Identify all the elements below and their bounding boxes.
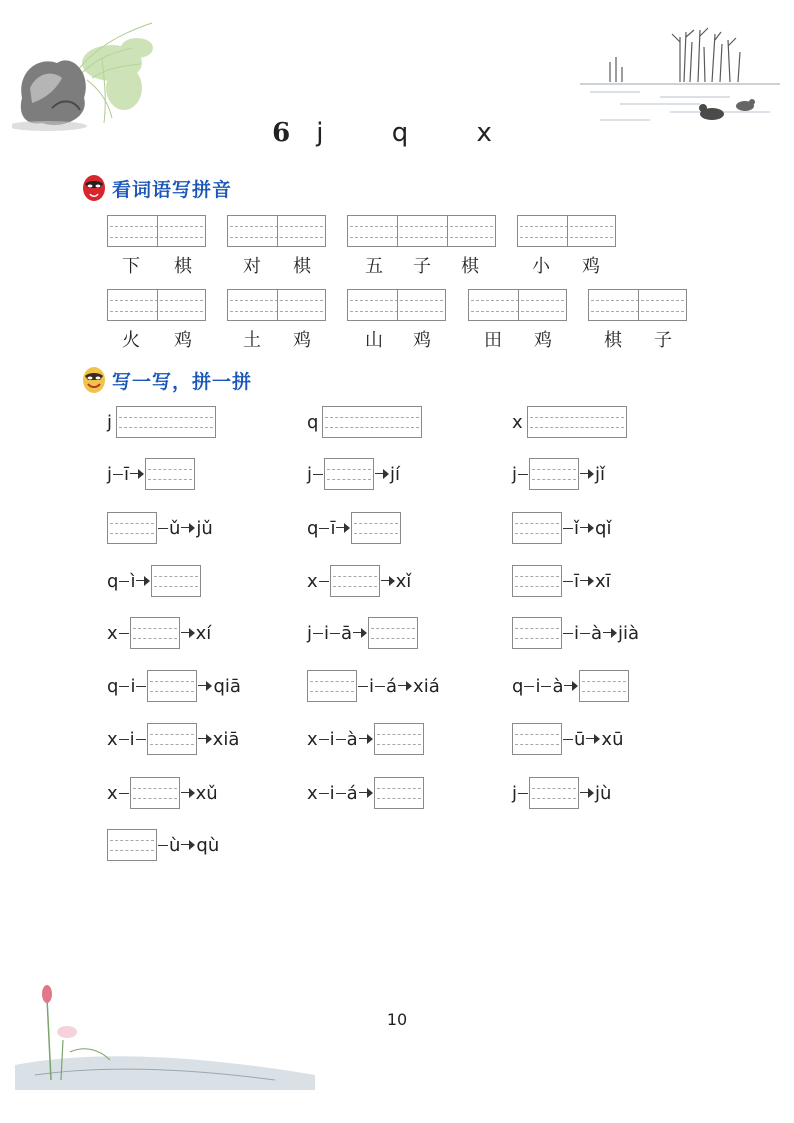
- arrow-icon: [359, 734, 373, 744]
- spelling-exercise: [307, 457, 400, 491]
- connector-dash: [136, 739, 146, 740]
- connector-dash: [313, 633, 323, 634]
- result-syllable: xǐ: [395, 570, 412, 592]
- arrow-icon: [181, 523, 195, 533]
- pinyin-part: ī: [574, 570, 580, 592]
- connector-dash: [563, 739, 573, 740]
- connector-dash: [580, 633, 590, 634]
- spelling-exercise: [512, 511, 611, 545]
- section-heading-write-and-spell: [82, 366, 252, 394]
- pinyin-part: ā: [341, 622, 353, 644]
- arrow-icon: [381, 576, 395, 586]
- letter: j: [107, 411, 113, 433]
- section-heading-look-and-write: [82, 174, 232, 202]
- pinyin-part: x: [107, 782, 118, 804]
- arrow-icon: [336, 523, 350, 533]
- arrow-icon: [181, 628, 195, 638]
- word-char: 棋: [604, 330, 622, 351]
- spelling-exercise: [107, 511, 213, 545]
- word-char: 子: [654, 330, 672, 351]
- opera-mask-red-icon: [82, 174, 106, 202]
- spelling-exercise: [512, 457, 605, 491]
- connector-dash: [313, 474, 323, 475]
- connector-dash: [518, 793, 528, 794]
- connector-dash: [119, 793, 129, 794]
- connector-dash: [336, 793, 346, 794]
- arrow-icon: [375, 469, 389, 479]
- spelling-exercise: [107, 564, 201, 598]
- spelling-exercise: [307, 564, 411, 598]
- answer-box[interactable]: [529, 458, 579, 490]
- result-syllable: jù: [595, 782, 612, 804]
- answer-box[interactable]: [374, 777, 424, 809]
- pinyin-part: x: [307, 728, 318, 750]
- connector-dash: [119, 581, 129, 582]
- pinyin-part: à: [346, 728, 358, 750]
- pinyin-box[interactable]: [588, 289, 687, 321]
- arrow-icon: [580, 576, 594, 586]
- pinyin-part: j: [512, 463, 518, 485]
- word-char: 对: [243, 256, 261, 277]
- answer-box[interactable]: [130, 777, 180, 809]
- word-char: 棋: [174, 256, 192, 277]
- answer-box[interactable]: [368, 617, 418, 649]
- page-number: 10: [386, 1010, 408, 1029]
- connector-dash: [330, 633, 340, 634]
- word-char: 下: [122, 256, 140, 277]
- spelling-exercise: [307, 511, 401, 545]
- connector-dash: [119, 686, 129, 687]
- arrow-icon: [580, 788, 594, 798]
- word-char: 棋: [461, 256, 479, 277]
- pinyin-part: q: [107, 570, 119, 592]
- arrow-icon: [181, 788, 195, 798]
- write-box[interactable]: [527, 406, 627, 438]
- pinyin-part: j: [307, 463, 313, 485]
- arrow-icon: [603, 628, 617, 638]
- arrow-icon: [198, 734, 212, 744]
- spelling-exercise: [512, 564, 611, 598]
- word-char: 棋: [293, 256, 311, 277]
- section-title: 写一写，拼一拼: [112, 370, 253, 393]
- answer-box[interactable]: [107, 512, 157, 544]
- pinyin-part: i: [129, 728, 135, 750]
- pinyin-part: q: [512, 675, 524, 697]
- spelling-exercise: [512, 616, 639, 650]
- result-syllable: xī: [595, 570, 611, 592]
- result-syllable: xǔ: [195, 782, 218, 804]
- result-syllable: xiā: [212, 728, 240, 750]
- pinyin-part: á: [346, 782, 358, 804]
- answer-box[interactable]: [512, 617, 562, 649]
- connector-dash: [113, 474, 123, 475]
- connector-dash: [375, 686, 385, 687]
- word-char: 土: [243, 330, 261, 351]
- pinyin-part: q: [107, 675, 119, 697]
- pinyin-box[interactable]: [227, 215, 326, 247]
- pinyin-box[interactable]: [227, 289, 326, 321]
- result-syllable: xí: [195, 622, 212, 644]
- spelling-exercise: [107, 828, 219, 862]
- arrow-icon: [198, 681, 212, 691]
- pinyin-part: x: [307, 570, 318, 592]
- word-char: 鸡: [582, 256, 600, 277]
- spelling-exercise: [512, 722, 623, 756]
- connector-dash: [319, 793, 329, 794]
- result-syllable: xiá: [413, 675, 440, 697]
- result-syllable: qù: [196, 834, 220, 856]
- arrow-icon: [586, 734, 600, 744]
- pinyin-part: ī: [124, 463, 130, 485]
- pinyin-part: ǐ: [574, 517, 580, 539]
- arrow-icon: [130, 469, 144, 479]
- lesson-letters: j q x: [316, 118, 522, 148]
- pinyin-part: q: [307, 517, 319, 539]
- write-box[interactable]: [322, 406, 422, 438]
- result-syllable: jǔ: [196, 517, 213, 539]
- connector-dash: [336, 739, 346, 740]
- arrow-icon: [181, 840, 195, 850]
- spelling-exercise: [512, 776, 611, 810]
- pinyin-part: i: [369, 675, 375, 697]
- connector-dash: [119, 739, 129, 740]
- result-syllable: jǐ: [595, 463, 606, 485]
- write-letter-item: [107, 405, 216, 439]
- spelling-exercise: [307, 776, 424, 810]
- pinyin-part: x: [107, 728, 118, 750]
- answer-box[interactable]: [529, 777, 579, 809]
- answer-box[interactable]: [579, 670, 629, 702]
- pinyin-part: i: [324, 622, 330, 644]
- connector-dash: [541, 686, 551, 687]
- arrow-icon: [136, 576, 150, 586]
- answer-box[interactable]: [130, 617, 180, 649]
- word-char: 鸡: [534, 330, 552, 351]
- pinyin-part: i: [329, 782, 335, 804]
- answer-box[interactable]: [147, 670, 197, 702]
- pinyin-part: ù: [169, 834, 181, 856]
- result-syllable: qǐ: [595, 517, 612, 539]
- pinyin-part: ì: [130, 570, 136, 592]
- pinyin-box[interactable]: [107, 289, 206, 321]
- answer-box[interactable]: [324, 458, 374, 490]
- arrow-icon: [359, 788, 373, 798]
- connector-dash: [563, 528, 573, 529]
- pinyin-part: á: [386, 675, 398, 697]
- connector-dash: [136, 686, 146, 687]
- answer-box[interactable]: [107, 829, 157, 861]
- spelling-exercise: [307, 616, 418, 650]
- answer-box[interactable]: [512, 565, 562, 597]
- connector-dash: [358, 686, 368, 687]
- connector-dash: [563, 633, 573, 634]
- word-char: 五: [365, 256, 383, 277]
- spelling-exercise: [107, 722, 239, 756]
- pinyin-part: ū: [574, 728, 586, 750]
- spelling-exercise: [307, 669, 440, 703]
- connector-dash: [158, 528, 168, 529]
- arrow-icon: [564, 681, 578, 691]
- word-char: 子: [413, 256, 431, 277]
- word-char: 鸡: [293, 330, 311, 351]
- word-char: 山: [365, 330, 383, 351]
- pinyin-part: à: [591, 622, 603, 644]
- write-letter-item: [307, 405, 422, 439]
- connector-dash: [319, 581, 329, 582]
- letter: q: [307, 411, 319, 433]
- pinyin-box[interactable]: [107, 215, 206, 247]
- answer-box[interactable]: [351, 512, 401, 544]
- pinyin-part: i: [535, 675, 541, 697]
- word-char: 小: [532, 256, 550, 277]
- pinyin-part: j: [307, 622, 313, 644]
- pinyin-part: j: [512, 782, 518, 804]
- answer-box[interactable]: [512, 512, 562, 544]
- spelling-exercise: [107, 776, 218, 810]
- write-letter-item: [512, 405, 627, 439]
- spelling-exercise: [512, 669, 629, 703]
- arrow-icon: [580, 523, 594, 533]
- letter: x: [512, 411, 523, 433]
- section-title: 看词语写拼音: [112, 178, 233, 201]
- spelling-exercise: [107, 457, 195, 491]
- answer-box[interactable]: [147, 723, 197, 755]
- lesson-number: 6: [272, 118, 291, 148]
- arrow-icon: [580, 469, 594, 479]
- connector-dash: [119, 633, 129, 634]
- connector-dash: [524, 686, 534, 687]
- pinyin-part: i: [329, 728, 335, 750]
- answer-box[interactable]: [307, 670, 357, 702]
- pinyin-part: à: [552, 675, 564, 697]
- connector-dash: [319, 739, 329, 740]
- answer-box[interactable]: [151, 565, 201, 597]
- word-char: 田: [484, 330, 502, 351]
- connector-dash: [319, 528, 329, 529]
- pinyin-part: ǔ: [169, 517, 181, 539]
- pinyin-part: i: [130, 675, 136, 697]
- pinyin-box[interactable]: [517, 215, 616, 247]
- answer-box[interactable]: [145, 458, 195, 490]
- answer-box[interactable]: [330, 565, 380, 597]
- word-char: 火: [122, 330, 140, 351]
- connector-dash: [158, 845, 168, 846]
- spelling-exercise: [307, 722, 424, 756]
- result-syllable: qiā: [213, 675, 241, 697]
- word-char: 鸡: [174, 330, 192, 351]
- result-syllable: jí: [390, 463, 401, 485]
- pinyin-part: i: [574, 622, 580, 644]
- pinyin-part: ī: [330, 517, 336, 539]
- result-syllable: xū: [601, 728, 624, 750]
- arrow-icon: [353, 628, 367, 638]
- word-char: 鸡: [413, 330, 431, 351]
- spelling-exercise: [107, 669, 241, 703]
- answer-box[interactable]: [512, 723, 562, 755]
- spelling-exercise: [107, 616, 211, 650]
- pinyin-box[interactable]: [468, 289, 567, 321]
- lotus-illustration: [15, 980, 315, 1090]
- pinyin-box[interactable]: [347, 215, 496, 247]
- connector-dash: [518, 474, 528, 475]
- pinyin-part: j: [107, 463, 113, 485]
- connector-dash: [563, 581, 573, 582]
- pinyin-part: x: [107, 622, 118, 644]
- lesson-title: [0, 118, 794, 148]
- result-syllable: jià: [618, 622, 640, 644]
- opera-mask-yellow-icon: [82, 366, 106, 394]
- write-box[interactable]: [116, 406, 216, 438]
- pinyin-box[interactable]: [347, 289, 446, 321]
- answer-box[interactable]: [374, 723, 424, 755]
- arrow-icon: [398, 681, 412, 691]
- pinyin-part: x: [307, 782, 318, 804]
